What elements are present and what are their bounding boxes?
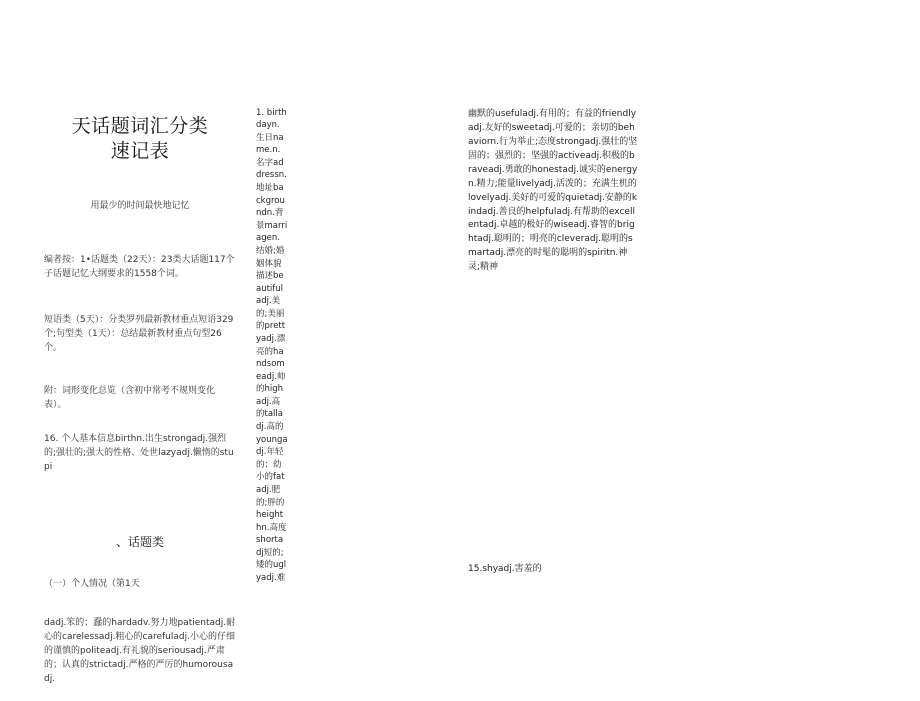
phrases-note: 短语类（5天）：分类罗列最新教材重点短语329个;句型类（1天）：总结最新教材重点句型26个。 bbox=[44, 314, 234, 353]
appendix-note: 附：词形变化总览（含初中常考不规则变化表）。 bbox=[44, 386, 216, 411]
subheading: （一）个人情况（第1天 bbox=[44, 578, 140, 589]
left-column bbox=[44, 100, 236, 701]
right-column-text: 幽默的usefuladj.有用的；有益的friendlyadj.友好的sweetadj.可爱的；亲切的behaviorn.行为举止;态度strongadj.强壮的坚固的；强烈的；坚强的activeadj.积极的braveadj.勇敢的honestadj.诚实的energyn.精力;能量livelyadj.活泼的；充满生机的lovelyadj.美好的可爱的quietadj.安静的kindadj.善良的helpfuladj.有帮助的excellentadj.卓越的极好的wiseadj.睿智的brightadj.聪明的；明亮的cleveradj.聪明的smartadj.漂亮的时髦的聪明的spiritn.神灵;精神 bbox=[468, 108, 638, 273]
middle-column bbox=[256, 94, 288, 583]
vocab-paragraph: dadj.笨的；蠢的hardadv.努力地patientadj.耐心的carelessadj.粗心的carefuladj.小心的仔细的谨慎的politeadj.有礼貌的seriousadj.严肃的；认真的strictadj.严格的严厉的humorousadj. bbox=[44, 618, 236, 685]
middle-column-text: 1. birthdayn.生日name.n.名字addressn.地址backgroundn.背景marriagen.结婚;婚姻体貌描述beautifuladj.美的;美丽的prettyadj.漂亮的handsomeadj.帅的highadj.高的talladj.高的youngadj.年轻的；幼小的fatadj.肥的;胖的heighthn.高度shortadj短的;矮的uglyadj.难 bbox=[256, 107, 288, 583]
item-16-personal-info: 16. 个人基本信息birthn.出生strongadj.强烈的;强壮的;强大的性格、处世lazyadj.懒惰的stupi bbox=[44, 434, 234, 473]
item-15-shy: 15.shyadj.害羞的 bbox=[468, 564, 542, 574]
section-heading: 、话题类 bbox=[115, 535, 164, 550]
document-subtitle: 用最少的时间最快地记忆 bbox=[90, 201, 190, 212]
right-column bbox=[468, 94, 638, 275]
document-title: 天话题词汇分类 速记表 bbox=[71, 114, 209, 163]
editor-note: 编者按：1•话题类（22天）：23类大话题117个子话题记忆大纲要求的1558个词。 bbox=[44, 254, 235, 279]
